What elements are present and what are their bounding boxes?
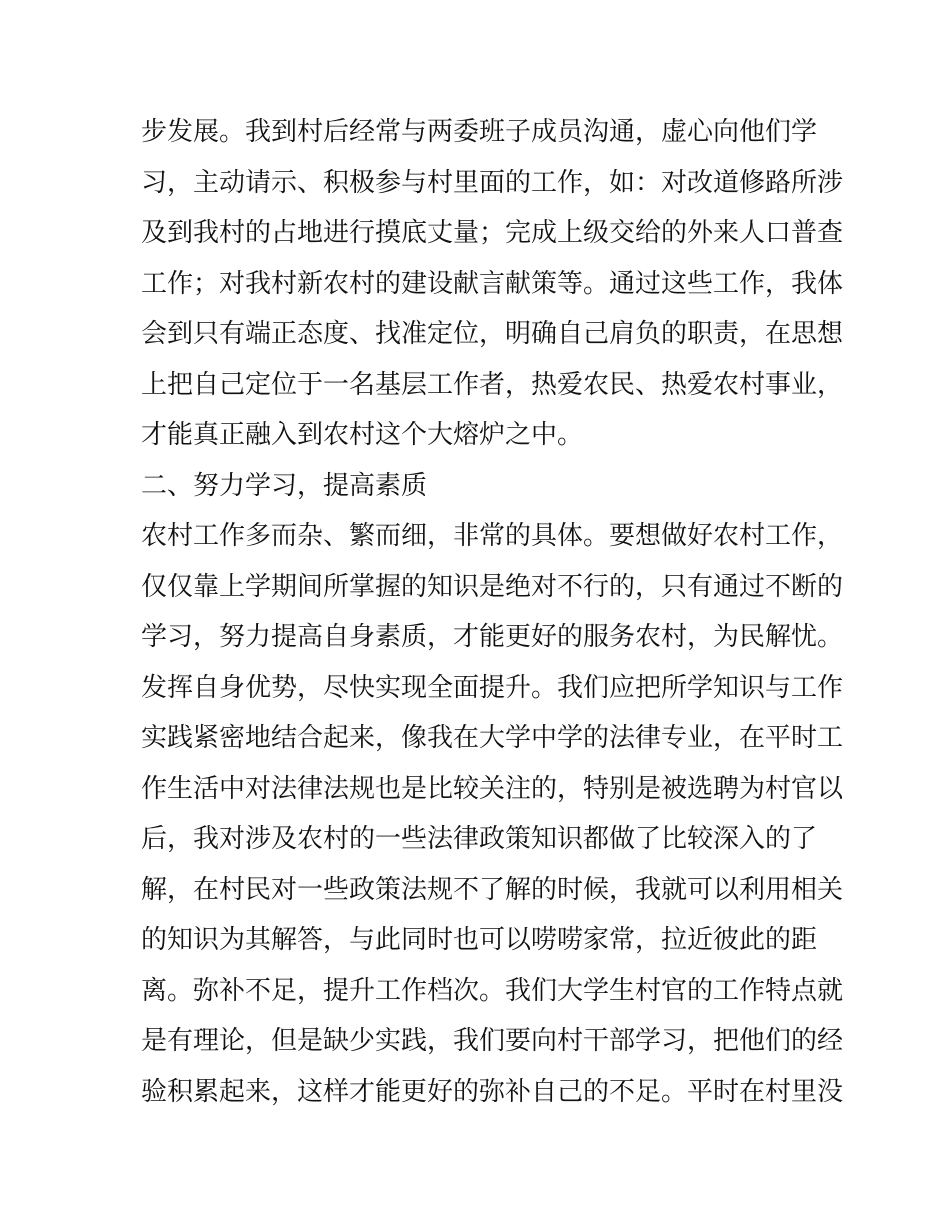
text-line: 是有理论，但是缺少实践，我们要向村干部学习，把他们的经 bbox=[141, 1026, 844, 1056]
section-heading: 二、努力学习，提高素质 bbox=[141, 470, 428, 501]
text-line: 工作；对我村新农村的建设献言献策等。通过这些工作，我体 bbox=[141, 268, 844, 299]
text-line: 才能真正融入到农村这个大熔炉之中。 bbox=[141, 420, 584, 450]
text-line: 学习，努力提高自身素质，才能更好的服务农村，为民解忧。 bbox=[141, 622, 844, 652]
text-line: 发挥自身优势，尽快实现全面提升。我们应把所学知识与工作 bbox=[141, 672, 844, 703]
text-line: 的知识为其解答，与此同时也可以唠唠家常，拉近彼此的距 bbox=[141, 925, 818, 955]
text-line: 后，我对涉及农村的一些法律政策知识都做了比较深入的了 bbox=[141, 824, 818, 854]
text-line: 步发展。我到村后经常与两委班子成员沟通，虚心向他们学 bbox=[141, 117, 818, 147]
text-line: 作生活中对法律法规也是比较关注的，特别是被选聘为村官以 bbox=[141, 773, 844, 804]
text-line: 仅仅靠上学期间所掌握的知识是绝对不行的，只有通过不断的 bbox=[141, 571, 844, 602]
text-line: 及到我村的占地进行摸底丈量；完成上级交给的外来人口普查 bbox=[141, 218, 844, 248]
text-line: 验积累起来，这样才能更好的弥补自己的不足。平时在村里没 bbox=[141, 1076, 844, 1107]
text-line: 离。弥补不足，提升工作档次。我们大学生村官的工作特点就 bbox=[141, 975, 844, 1006]
text-line: 会到只有端正态度、找准定位，明确自己肩负的职责，在思想 bbox=[141, 319, 844, 349]
text-line: 解，在村民对一些政策法规不了解的时候，我就可以利用相关 bbox=[141, 874, 844, 905]
text-line: 农村工作多而杂、繁而细，非常的具体。要想做好农村工作， bbox=[141, 521, 844, 551]
body-text bbox=[141, 107, 844, 1117]
text-line: 上把自己定位于一名基层工作者，热爱农民、热爱农村事业， bbox=[141, 369, 844, 400]
text-line: 实践紧密地结合起来，像我在大学中学的法律专业，在平时工 bbox=[141, 723, 844, 753]
text-line: 习，主动请示、积极参与村里面的工作，如：对改道修路所涉 bbox=[141, 167, 844, 198]
